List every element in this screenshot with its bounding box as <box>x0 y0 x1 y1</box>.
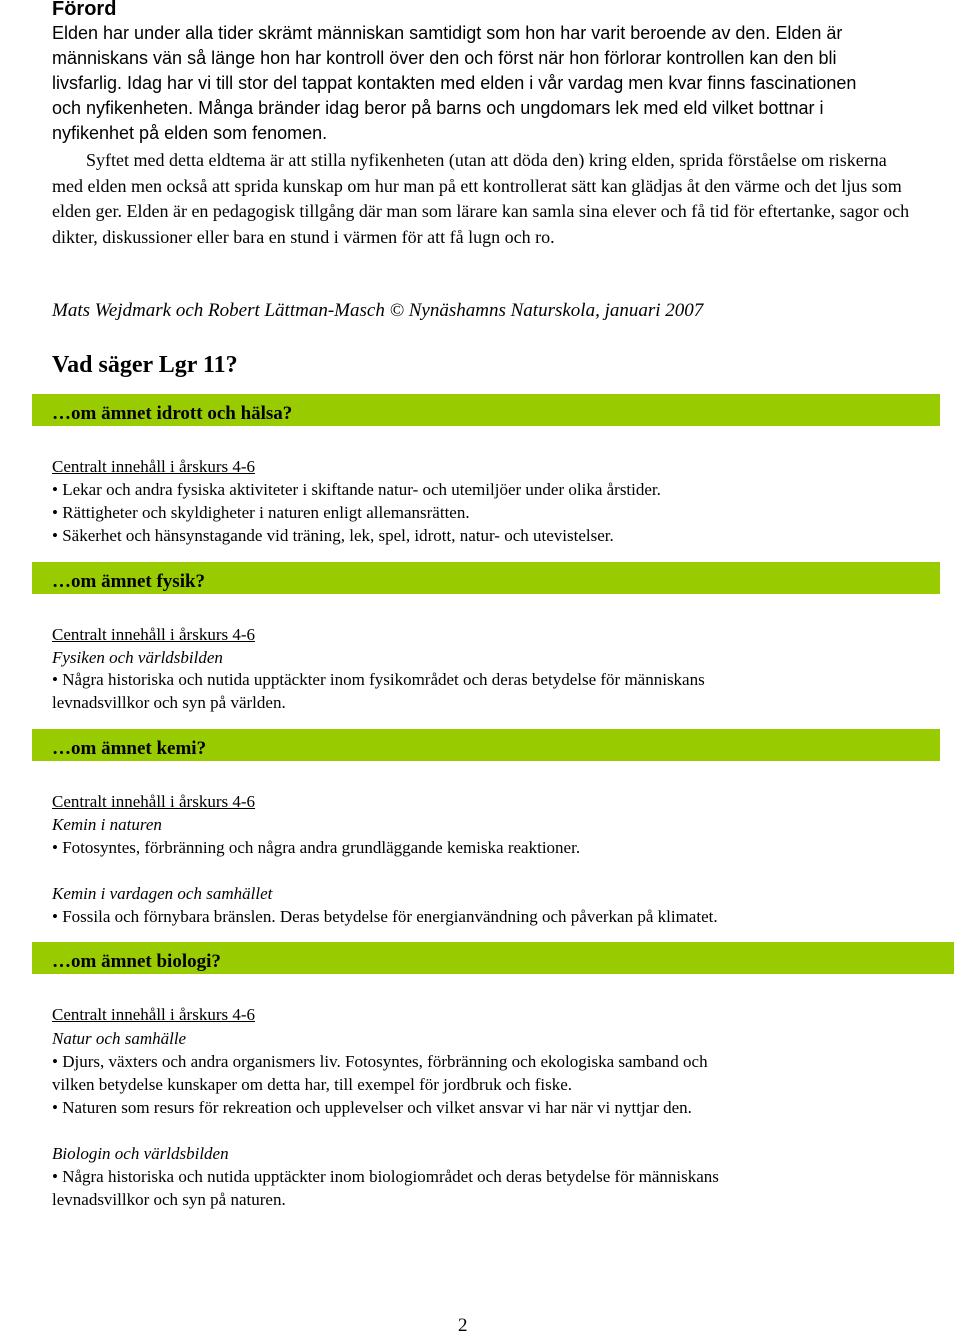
subheading: Natur och samhälle <box>52 1029 187 1048</box>
bullet-item: • Fossila och förnybara bränslen. Deras betydelse för energianvändning och påverkan på klimatet. <box>52 907 718 926</box>
section-title: …om ämnet kemi? <box>52 738 207 759</box>
section-band-biologi <box>32 942 954 974</box>
subheading: Fysiken och världsbilden <box>52 648 223 667</box>
lgr-heading: Vad säger Lgr 11? <box>52 352 238 378</box>
bullet-item: • Säkerhet och hänsynstagande vid träning, lek, spel, idrott, natur- och utevistelser. <box>52 526 614 545</box>
bullet-item: • Lekar och andra fysiska aktiviteter i skiftande natur- och utemiljöer under olika årstider. <box>52 480 661 499</box>
central-content-label: Centralt innehåll i årskurs 4-6 <box>52 625 256 644</box>
section-band-idrott <box>32 394 940 426</box>
bullet-item: • Naturen som resurs för rekreation och upplevelser och vilket ansvar vi har när vi nyttjar den. <box>52 1098 692 1117</box>
subheading: Kemin i naturen <box>52 815 162 834</box>
foreword-heading: Förord <box>52 0 117 20</box>
central-content-label: Centralt innehåll i årskurs 4-6 <box>52 457 256 476</box>
subheading: Kemin i vardagen och samhället <box>52 884 273 903</box>
bullet-item: • Djurs, växters och andra organismers liv. Fotosyntes, förbränning och ekologiska samband och <box>52 1052 708 1071</box>
subheading: Biologin och världsbilden <box>52 1144 229 1163</box>
purpose-paragraph: Syftet med detta eldtema är att stilla nyfikenheten (utan att döda den) kring elden, sprida förståelse om riskerna med elden men också att sprida kunskap om hur man på ett kontrollerat sätt kan glädjas åt den värme och det ljus som elden ger. Elden är en pedagogisk tillgång där man som lärare kan samla sina elever och få tid för eftertanke, sagor och dikter, diskussioner eller bara en stund i värmen för att få lugn och ro. <box>52 150 910 247</box>
bullet-item-continuation: levnadsvillkor och syn på naturen. <box>52 1190 286 1209</box>
bullet-item-continuation: levnadsvillkor och syn på världen. <box>52 693 286 712</box>
section-title: …om ämnet fysik? <box>52 571 206 592</box>
page-number: 2 <box>458 1315 468 1336</box>
section-title: …om ämnet biologi? <box>52 951 221 972</box>
bullet-item: • Några historiska och nutida upptäckter inom biologiområdet och deras betydelse för människans <box>52 1167 719 1186</box>
section-band-fysik <box>32 562 940 594</box>
section-title: …om ämnet idrott och hälsa? <box>52 403 293 424</box>
central-content-label: Centralt innehåll i årskurs 4-6 <box>52 792 256 811</box>
bullet-item: • Några historiska och nutida upptäckter inom fysikområdet och deras betydelse för människans <box>52 670 705 689</box>
authors-credit: Mats Wejdmark och Robert Lättman-Masch © Nynäshamns Naturskola, januari 2007 <box>52 300 704 321</box>
section-band-kemi <box>32 729 940 761</box>
bullet-item: • Rättigheter och skyldigheter i naturen enligt allemansrätten. <box>52 503 470 522</box>
bullet-item: • Fotosyntes, förbränning och några andra grundläggande kemiska reaktioner. <box>52 838 581 857</box>
central-content-label: Centralt innehåll i årskurs 4-6 <box>52 1005 256 1024</box>
bullet-item-continuation: vilken betydelse kunskaper om detta har, till exempel för jordbruk och fiske. <box>52 1075 573 1094</box>
foreword-paragraph: Elden har under alla tider skrämt människan samtidigt som hon har varit beroende av den. Elden är människans vän så länge hon har kontroll över den och först när hon förlorar kontrollen kan den bli livsfarlig. Idag har vi till stor del tappat kontakten med elden i vår vardag men kvar finns fascinationen och nyfikenheten. Många bränder idag beror på barns och ungdomars lek med eld vilket bottnar i nyfikenhet på elden som fenomen. <box>52 23 857 143</box>
